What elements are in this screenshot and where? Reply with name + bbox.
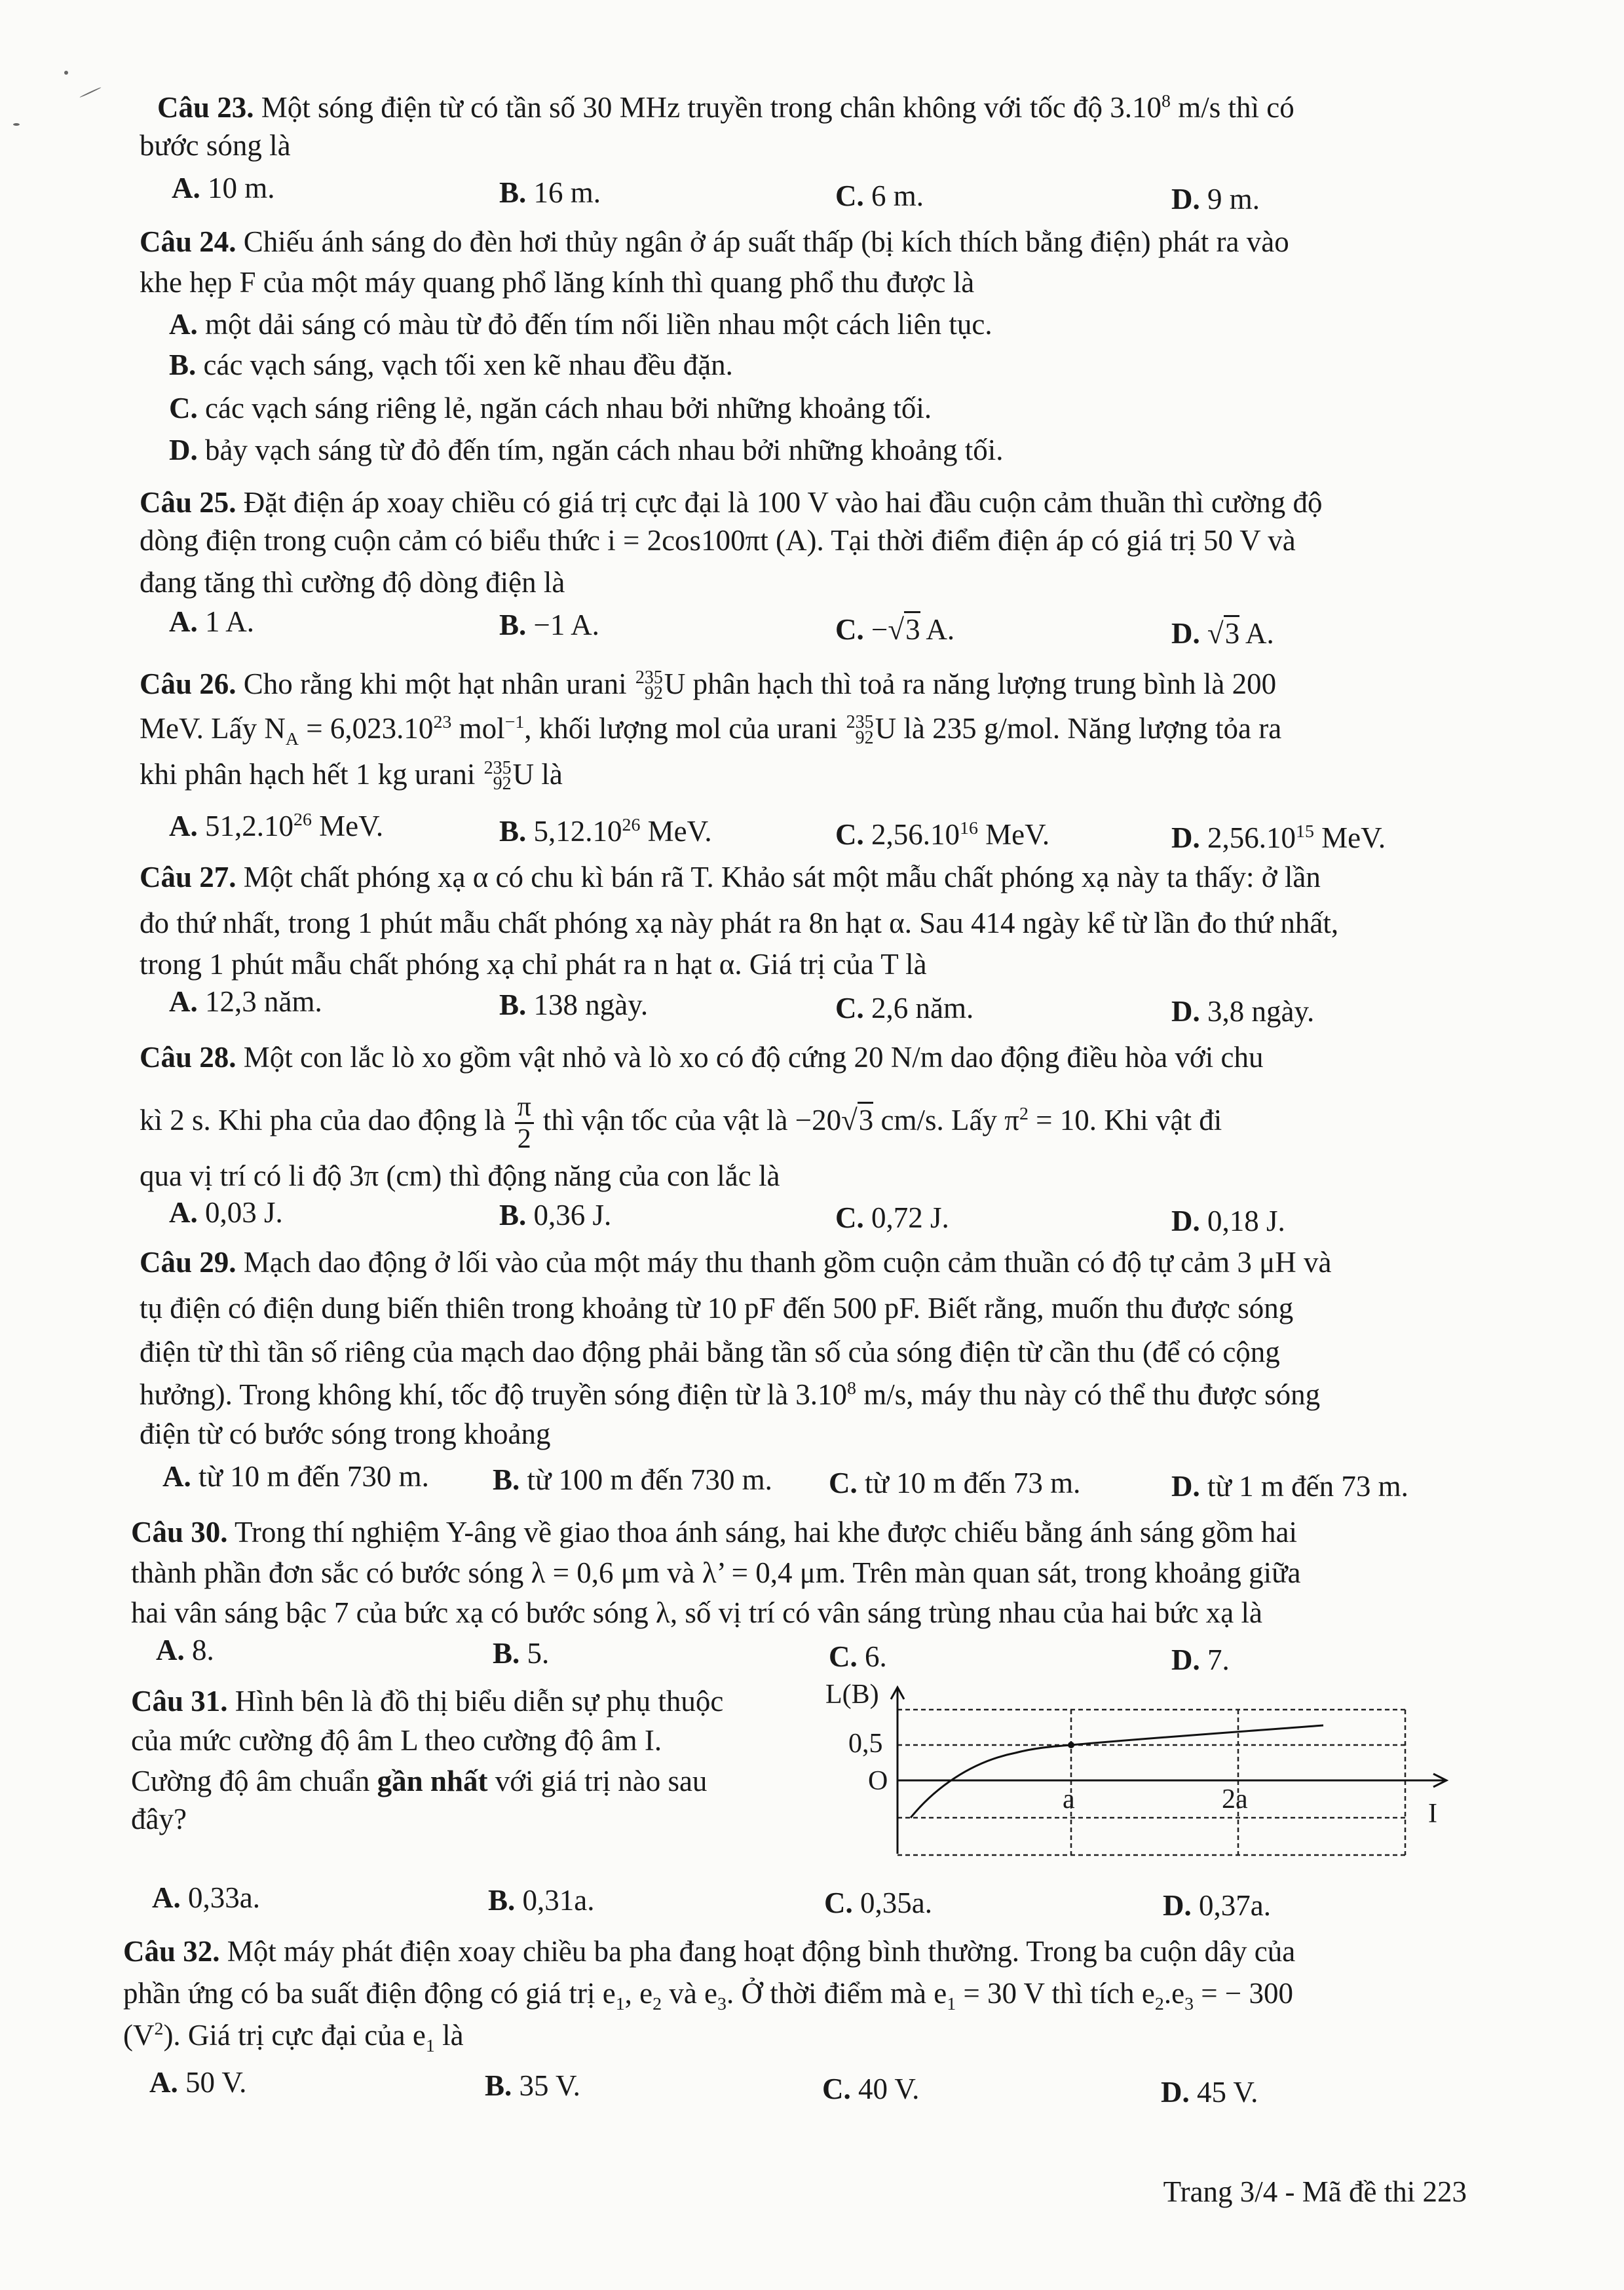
option-text: MeV.: [640, 815, 712, 848]
text: khi phân hạch hết 1 kg urani: [140, 758, 483, 791]
question-24-line2: khe hẹp F của một máy quang phổ lăng kính thì quang phổ thu được là: [140, 266, 975, 299]
question-26-line1: [140, 665, 1276, 703]
option-text: 0,31a.: [515, 1884, 595, 1917]
option-letter: A.: [172, 172, 200, 204]
radicand: 3: [858, 1102, 874, 1136]
question-25-line3: đang tăng thì cường độ dòng điện là: [140, 566, 565, 599]
option-a[interactable]: [162, 1457, 429, 1495]
question-label: Câu 24.: [140, 225, 236, 258]
option-text: 1 A.: [197, 605, 255, 638]
option-letter: B.: [485, 2069, 512, 2102]
option-c[interactable]: [835, 1199, 949, 1237]
numerator: π: [515, 1092, 534, 1124]
isotope-prefix: [483, 755, 513, 793]
option-text: MeV.: [977, 818, 1050, 851]
option-text: 0,36 J.: [526, 1199, 612, 1231]
option-text: −1 A.: [526, 609, 599, 641]
option-text: 0,37a.: [1191, 1889, 1271, 1922]
radicand: 3: [904, 611, 920, 646]
option-c[interactable]: [835, 989, 973, 1027]
question-label: Câu 31.: [131, 1685, 228, 1718]
option-text: bảy vạch sáng từ đỏ đến tím, ngăn cách nhau bởi những khoảng tối.: [197, 434, 1004, 466]
question-label: Câu 25.: [140, 486, 236, 519]
text: mol: [451, 712, 505, 745]
option-letter: D.: [1171, 1205, 1200, 1237]
question-30-line3: hai vân sáng bậc 7 của bức xạ có bước sóng λ, số vị trí có vân sáng trùng nhau của hai bức xạ là: [131, 1596, 1263, 1629]
text: , e: [624, 1977, 653, 2010]
question-28-line2: [140, 1084, 1222, 1156]
option-text: 0,03 J.: [197, 1196, 283, 1229]
option-text: MeV.: [311, 810, 384, 842]
option-d[interactable]: [1171, 614, 1274, 652]
atomic-number: 92: [855, 728, 874, 748]
option-text: A.: [1239, 617, 1274, 650]
option-letter: A.: [162, 1460, 191, 1493]
option-a[interactable]: [169, 1193, 283, 1231]
superscript: 2: [154, 2019, 164, 2039]
y-tick-label: 0,5: [848, 1729, 883, 1759]
text: , khối lượng mol của urani: [524, 712, 845, 745]
option-b[interactable]: [169, 346, 733, 384]
option-d[interactable]: [1171, 819, 1386, 857]
text: thì vận tốc của vật là −20√: [542, 1104, 858, 1136]
text: ). Giá trị cực đại của e: [163, 2019, 426, 2052]
denominator: 2: [517, 1124, 531, 1155]
subscript: 3: [717, 1994, 727, 2014]
option-letter: D.: [1161, 2076, 1190, 2109]
option-text: 2,56.10: [863, 818, 960, 851]
option-text: 138 ngày.: [526, 988, 649, 1021]
option-b[interactable]: [488, 1881, 595, 1919]
question-29-line5: điện từ có bước sóng trong khoảng: [140, 1417, 551, 1450]
option-text: 10 m.: [200, 172, 275, 204]
option-letter: A.: [169, 985, 198, 1018]
text: Mạch dao động ở lối vào của một máy thu thanh gồm cuộn cảm thuần có độ tự cảm 3 μH và: [236, 1246, 1332, 1279]
atomic-number: 92: [644, 683, 663, 704]
option-b[interactable]: [499, 986, 648, 1024]
option-letter: A.: [152, 1881, 181, 1914]
question-25-line1: [140, 483, 1322, 521]
curve-L-vs-I: [911, 1725, 1323, 1818]
text: = 10. Khi vật đi: [1028, 1104, 1222, 1136]
text: Chiếu ánh sáng do đèn hơi thủy ngân ở áp suất thấp (bị kích thích bằng điện) phát ra vào: [236, 225, 1289, 258]
option-letter: C.: [169, 392, 198, 424]
option-d[interactable]: [1171, 992, 1314, 1030]
option-letter: D.: [1171, 995, 1200, 1028]
element-symbol: U: [875, 712, 897, 745]
option-text: 3,8 ngày.: [1199, 995, 1315, 1028]
text: Cường độ âm chuẩn: [131, 1765, 377, 1797]
option-letter: A.: [156, 1634, 185, 1666]
text: Trong thí nghiệm Y-âng về giao thoa ánh sáng, hai khe được chiếu bằng ánh sáng gồm hai: [227, 1516, 1297, 1549]
text: và e: [662, 1977, 718, 2010]
option-text: các vạch sáng riêng lẻ, ngăn cách nhau bởi những khoảng tối.: [197, 392, 932, 424]
question-label: Câu 30.: [131, 1516, 228, 1549]
superscript: 2: [1019, 1104, 1029, 1124]
x-tick-label-2a: 2a: [1222, 1784, 1248, 1814]
radicand: 3: [1224, 615, 1240, 650]
option-a[interactable]: [169, 807, 383, 845]
isotope-prefix: [845, 709, 875, 747]
question-29-line3: điện từ thì tần số riêng của mạch dao động phải bằng tần số của sóng điện từ cần thu (để có cộng: [140, 1336, 1280, 1368]
option-letter: B.: [493, 1463, 520, 1496]
option-text: 45 V.: [1189, 2076, 1258, 2109]
option-letter: C.: [835, 613, 864, 646]
option-letter: B.: [488, 1884, 516, 1917]
element-symbol: U: [664, 667, 686, 700]
option-b[interactable]: [493, 1634, 549, 1672]
text: . Ở thời điểm mà e: [726, 1977, 947, 2010]
text: (V: [123, 2019, 155, 2052]
scan-mark: [79, 86, 101, 98]
atomic-number: 92: [493, 774, 512, 794]
option-text: 6.: [857, 1640, 887, 1673]
question-28-line3: qua vị trí có li độ 3π (cm) thì động năng của con lắc là: [140, 1159, 780, 1192]
y-axis-label: L(B): [825, 1680, 879, 1710]
text: là: [434, 2019, 464, 2052]
option-text: từ 1 m đến 73 m.: [1199, 1470, 1408, 1503]
question-label: Câu 26.: [140, 667, 236, 700]
option-c[interactable]: [835, 816, 1049, 854]
option-letter: C.: [835, 818, 864, 851]
question-30-line1: [131, 1513, 1297, 1551]
question-23-line1: [157, 88, 1294, 126]
text: Một con lắc lò xo gồm vật nhỏ và lò xo có độ cứng 20 N/m dao động điều hòa với chu: [236, 1041, 1264, 1074]
subscript: A: [285, 729, 299, 749]
question-label: Câu 27.: [140, 861, 236, 893]
option-b[interactable]: [499, 606, 599, 644]
text: Một máy phát điện xoay chiều ba pha đang hoạt động bình thường. Trong ba cuộn dây của: [219, 1935, 1296, 1968]
option-text: MeV.: [1313, 821, 1386, 854]
option-letter: D.: [1171, 1643, 1200, 1676]
option-text: 40 V.: [850, 2073, 920, 2105]
option-letter: B.: [499, 1199, 527, 1231]
text: Hình bên là đồ thị biểu diễn sự phụ thuộc: [227, 1685, 724, 1718]
option-letter: A.: [149, 2066, 178, 2099]
text: là: [534, 758, 563, 791]
option-b[interactable]: [499, 1196, 611, 1234]
subscript: 1: [425, 2036, 435, 2056]
text: m/s, máy thu này có thể thu được sóng: [856, 1378, 1321, 1411]
question-31-line4: đây?: [131, 1803, 187, 1835]
text: = 30 V thì tích e: [956, 1977, 1155, 2010]
x-tick-label-a: a: [1063, 1784, 1075, 1814]
option-letter: C.: [824, 1886, 853, 1919]
text: cm/s. Lấy π: [873, 1104, 1019, 1136]
superscript: 16: [960, 818, 978, 838]
text: phân hạch thì toả ra năng lượng trung bình là 200: [685, 667, 1277, 700]
scan-mark: [13, 123, 20, 126]
superscript: 26: [293, 810, 312, 830]
text: Đặt điện áp xoay chiều có giá trị cực đại là 100 V vào hai đầu cuộn cảm thuần thì cường độ: [236, 486, 1323, 519]
option-letter: B.: [499, 815, 527, 848]
option-d[interactable]: [1163, 1886, 1271, 1924]
question-label: Câu 32.: [123, 1935, 220, 1968]
scan-mark: [64, 71, 68, 75]
option-text: A.: [920, 613, 955, 646]
option-text: từ 10 m đến 73 m.: [857, 1467, 1081, 1499]
option-text: từ 100 m đến 730 m.: [519, 1463, 772, 1496]
sound-level-graph: [819, 1677, 1474, 1873]
emphasis: gần nhất: [377, 1765, 488, 1797]
question-label: Câu 23.: [157, 91, 254, 124]
option-text: 5.: [519, 1637, 550, 1670]
option-text: 6 m.: [863, 179, 924, 212]
page-footer: Trang 3/4 - Mã đề thi 223: [1163, 2175, 1467, 2208]
superscript: 26: [622, 815, 641, 835]
option-letter: B.: [493, 1637, 520, 1670]
question-27-line1: [140, 858, 1321, 896]
text: với giá trị nào sau: [487, 1765, 708, 1797]
option-text: 0,33a.: [180, 1881, 260, 1914]
option-letter: B.: [499, 988, 527, 1021]
option-letter: A.: [169, 1196, 198, 1229]
option-d[interactable]: [1161, 2073, 1258, 2111]
option-d[interactable]: [169, 431, 1004, 469]
text: MeV. Lấy N: [140, 712, 286, 745]
question-32-line1: [123, 1932, 1295, 1970]
question-29-line4: [140, 1376, 1320, 1414]
text: là 235 g/mol. Năng lượng tỏa ra: [896, 712, 1282, 745]
data-point: [1068, 1742, 1074, 1748]
text: Cho rằng khi một hạt nhân urani: [236, 667, 634, 700]
option-c[interactable]: [829, 1464, 1080, 1502]
text: m/s thì có: [1171, 91, 1294, 124]
option-a[interactable]: [149, 2063, 246, 2101]
option-letter: B.: [169, 348, 197, 381]
option-text: 2,56.10: [1199, 821, 1296, 854]
x-axis-label: I: [1428, 1799, 1437, 1829]
question-32-line2: [123, 1974, 1293, 2012]
question-23-line2: bước sóng là: [140, 129, 291, 162]
option-letter: C.: [835, 992, 864, 1024]
option-letter: D.: [1171, 1470, 1200, 1503]
question-31-line1: [131, 1682, 723, 1720]
option-text: 51,2.10: [197, 810, 293, 842]
option-b[interactable]: [499, 812, 712, 850]
question-27-line2: đo thứ nhất, trong 1 phút mẫu chất phóng xạ này phát ra 8n hạt α. Sau 414 ngày kể từ lần đo thứ nhất,: [140, 907, 1339, 939]
question-26-line2: [140, 709, 1281, 747]
option-d[interactable]: [1171, 1202, 1285, 1240]
option-letter: D.: [169, 434, 198, 466]
origin-label: O: [868, 1766, 888, 1796]
option-a[interactable]: [169, 305, 992, 343]
subscript: 3: [1184, 1994, 1194, 2014]
option-d[interactable]: [1171, 180, 1260, 218]
option-letter: C.: [835, 1201, 864, 1234]
option-a[interactable]: [169, 983, 322, 1021]
option-c[interactable]: [824, 1884, 932, 1922]
option-text: 8.: [184, 1634, 214, 1666]
question-27-line3: trong 1 phút mẫu chất phóng xạ chỉ phát ra n hạt α. Giá trị của T là: [140, 948, 927, 981]
question-29-line2: tụ điện có điện dung biến thiên trong khoảng từ 10 pF đến 500 pF. Biết rằng, muốn thu được sóng: [140, 1292, 1294, 1324]
option-text: 5,12.10: [526, 815, 622, 848]
option-text: 0,18 J.: [1199, 1205, 1285, 1237]
option-text: −√: [863, 613, 905, 646]
option-a[interactable]: [172, 169, 275, 207]
option-letter: A.: [169, 810, 198, 842]
option-letter: C.: [829, 1640, 858, 1673]
option-letter: D.: [1171, 821, 1200, 854]
option-letter: A.: [169, 308, 198, 341]
option-text: √: [1199, 617, 1224, 650]
question-31-line2: của mức cường độ âm L theo cường độ âm I.: [131, 1724, 662, 1757]
option-letter: D.: [1163, 1889, 1192, 1922]
question-label: Câu 28.: [140, 1041, 236, 1074]
text: Một chất phóng xạ α có chu kì bán rã T. Khảo sát một mẫu chất phóng xạ này ta thấy: ở lần: [236, 861, 1321, 893]
option-text: 35 V.: [512, 2069, 580, 2102]
option-letter: D.: [1171, 183, 1200, 216]
question-31-line3: [131, 1762, 707, 1800]
superscript: 8: [1161, 91, 1171, 111]
text: hưởng). Trong không khí, tốc độ truyền sóng điện từ là 3.10: [140, 1378, 848, 1411]
option-c[interactable]: [835, 610, 954, 648]
option-text: 7.: [1199, 1643, 1230, 1676]
superscript: 23: [433, 712, 452, 732]
question-24-line1: [140, 223, 1289, 261]
option-text: 12,3 năm.: [197, 985, 322, 1018]
superscript: 8: [847, 1378, 856, 1398]
option-letter: C.: [822, 2073, 851, 2105]
option-c[interactable]: [829, 1638, 887, 1676]
question-32-line3: [123, 2016, 464, 2054]
option-a[interactable]: [169, 603, 254, 641]
fraction: [515, 1092, 534, 1154]
element-symbol: U: [512, 758, 535, 791]
question-29-line1: [140, 1243, 1331, 1281]
mass-number: 235: [846, 712, 874, 732]
option-text: 9 m.: [1199, 183, 1260, 216]
option-letter: A.: [169, 605, 198, 638]
option-text: 0,72 J.: [863, 1201, 949, 1234]
text: kì 2 s. Khi pha của dao động là: [140, 1104, 506, 1136]
option-c[interactable]: [169, 389, 932, 427]
option-b[interactable]: [493, 1461, 772, 1499]
question-30-line2: thành phần đơn sắc có bước sóng λ = 0,6 μm và λ’ = 0,4 μm. Trên màn quan sát, trong khoảng giữa: [131, 1556, 1301, 1589]
question-label: Câu 29.: [140, 1246, 236, 1279]
option-text: 2,6 năm.: [863, 992, 974, 1024]
superscript: −1: [504, 712, 525, 732]
subscript: 1: [947, 1994, 956, 2014]
text: = 6,023.10: [299, 712, 434, 745]
question-25-line2: dòng điện trong cuộn cảm có biểu thức i = 2cos100πt (A). Tại thời điểm điện áp có giá trị 50 V và: [140, 524, 1296, 557]
option-letter: C.: [835, 179, 864, 212]
text: .e: [1163, 1977, 1185, 2010]
text: = − 300: [1194, 1977, 1294, 2010]
option-letter: B.: [499, 609, 527, 641]
option-text: các vạch sáng, vạch tối xen kẽ nhau đều đặn.: [196, 348, 733, 381]
subscript: 2: [652, 1994, 662, 2014]
text: phần ứng có ba suất điện động có giá trị e: [123, 1977, 616, 2010]
mass-number: 235: [483, 758, 512, 778]
mass-number: 235: [635, 667, 663, 688]
option-d[interactable]: [1171, 1641, 1230, 1679]
superscript: 15: [1296, 821, 1314, 842]
option-text: một dải sáng có màu từ đỏ đến tím nối liền nhau một cách liên tục.: [197, 308, 992, 341]
question-28-line1: [140, 1038, 1263, 1076]
option-letter: D.: [1171, 617, 1200, 650]
option-b[interactable]: [485, 2067, 580, 2105]
subscript: 2: [1154, 1994, 1164, 2014]
option-a[interactable]: [152, 1879, 260, 1917]
question-26-line3: [140, 755, 563, 793]
option-text: 50 V.: [178, 2066, 247, 2099]
option-d[interactable]: [1171, 1467, 1408, 1505]
option-letter: C.: [829, 1467, 858, 1499]
option-text: từ 10 m đến 730 m.: [191, 1460, 429, 1493]
option-text: 16 m.: [526, 176, 601, 209]
text: Một sóng điện từ có tần số 30 MHz truyền trong chân không với tốc độ 3.10: [254, 91, 1162, 124]
option-letter: B.: [499, 176, 527, 209]
option-a[interactable]: [156, 1631, 214, 1669]
subscript: 1: [615, 1994, 625, 2014]
option-b[interactable]: [499, 174, 601, 212]
option-c[interactable]: [822, 2070, 919, 2108]
option-c[interactable]: [835, 177, 924, 215]
option-text: 0,35a.: [852, 1886, 932, 1919]
isotope-prefix: [634, 665, 664, 703]
